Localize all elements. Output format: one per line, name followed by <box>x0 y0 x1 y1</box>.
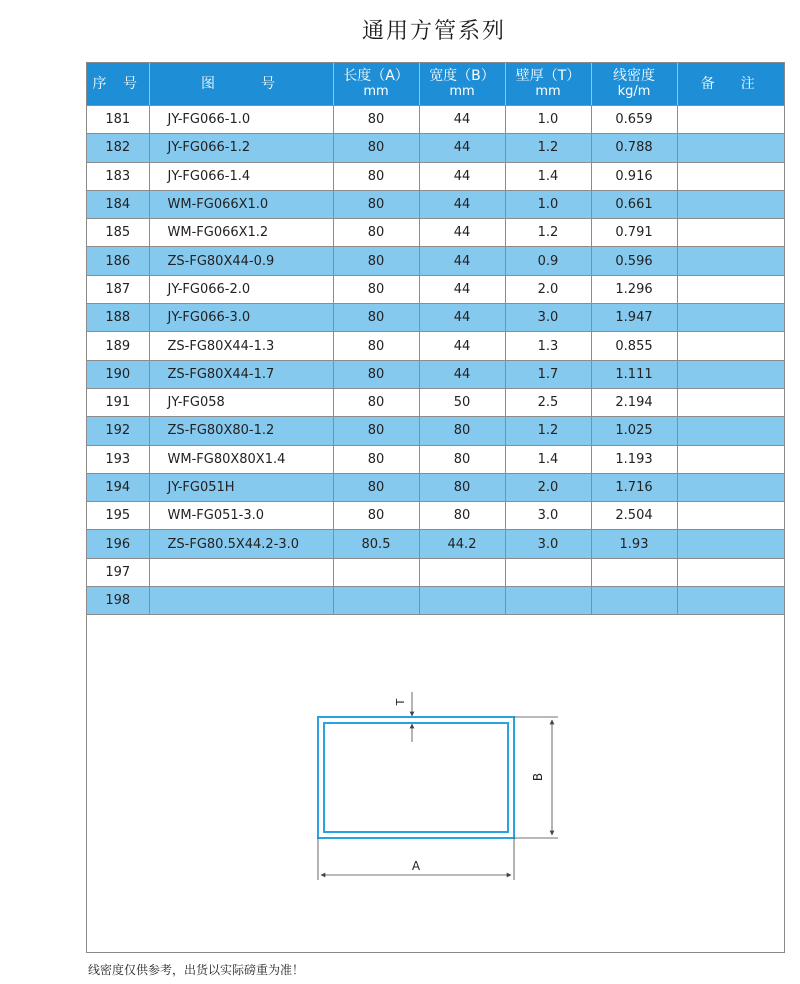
spec-table <box>87 63 784 615</box>
cell-code: WM-FG051-3.0 <box>149 502 333 530</box>
cell-no: 183 <box>87 162 149 190</box>
cell-code: JY-FG066-1.2 <box>149 134 333 162</box>
cell-length: 80 <box>333 162 419 190</box>
cell-length: 80 <box>333 502 419 530</box>
header-length <box>333 63 419 106</box>
cell-density: 2.194 <box>591 388 677 416</box>
header-thickness <box>505 63 591 106</box>
cell-length <box>333 558 419 586</box>
cell-length: 80 <box>333 360 419 388</box>
table-row <box>87 587 784 615</box>
cell-code: ZS-FG80X80-1.2 <box>149 417 333 445</box>
cell-length: 80 <box>333 134 419 162</box>
cell-note <box>677 162 784 190</box>
cell-note <box>677 388 784 416</box>
cell-note <box>677 587 784 615</box>
header-width <box>419 63 505 106</box>
cell-no: 185 <box>87 219 149 247</box>
cell-code: JY-FG066-2.0 <box>149 275 333 303</box>
cell-no: 182 <box>87 134 149 162</box>
cell-width: 50 <box>419 388 505 416</box>
cell-note <box>677 417 784 445</box>
cell-density: 1.193 <box>591 445 677 473</box>
table-row <box>87 388 784 416</box>
header-density <box>591 63 677 106</box>
header-note: 备 注 <box>677 63 784 106</box>
table-row <box>87 219 784 247</box>
cell-note <box>677 304 784 332</box>
cell-length: 80 <box>333 332 419 360</box>
cell-code: WM-FG066X1.0 <box>149 190 333 218</box>
cell-length: 80 <box>333 445 419 473</box>
cell-length: 80 <box>333 417 419 445</box>
cell-density: 1.93 <box>591 530 677 558</box>
profile-inner-wall <box>324 723 508 832</box>
cell-thickness: 1.4 <box>505 162 591 190</box>
cell-width: 44 <box>419 219 505 247</box>
cell-note <box>677 275 784 303</box>
cell-density: 1.947 <box>591 304 677 332</box>
cell-width: 80 <box>419 473 505 501</box>
cell-length: 80 <box>333 473 419 501</box>
cell-note <box>677 190 784 218</box>
header-no: 序 号 <box>87 63 149 106</box>
cell-thickness: 3.0 <box>505 502 591 530</box>
cell-no: 198 <box>87 587 149 615</box>
cell-thickness: 2.0 <box>505 473 591 501</box>
dimension-label-t: T <box>394 698 407 706</box>
cell-note <box>677 332 784 360</box>
cell-width: 44 <box>419 247 505 275</box>
cell-note <box>677 473 784 501</box>
profile-diagram-svg <box>300 680 580 890</box>
header-code: 图 号 <box>149 63 333 106</box>
cell-note <box>677 106 784 134</box>
header-length-unit: mm <box>363 84 389 99</box>
cell-code: ZS-FG80X44-0.9 <box>149 247 333 275</box>
table-row <box>87 417 784 445</box>
cell-note <box>677 558 784 586</box>
cell-code: WM-FG066X1.2 <box>149 219 333 247</box>
table-row <box>87 106 784 134</box>
cell-note <box>677 502 784 530</box>
cell-length: 80 <box>333 304 419 332</box>
table-row <box>87 247 784 275</box>
cell-note <box>677 445 784 473</box>
cell-density: 0.788 <box>591 134 677 162</box>
cell-thickness: 1.4 <box>505 445 591 473</box>
cell-thickness: 3.0 <box>505 530 591 558</box>
cell-width: 80 <box>419 445 505 473</box>
cell-width: 44 <box>419 360 505 388</box>
cell-code: JY-FG066-1.0 <box>149 106 333 134</box>
cell-width: 44 <box>419 275 505 303</box>
cell-code: ZS-FG80X44-1.7 <box>149 360 333 388</box>
footnote: 线密度仅供参考，出货以实际磅重为准！ <box>88 963 305 977</box>
cell-width: 44 <box>419 162 505 190</box>
cell-code: ZS-FG80.5X44.2-3.0 <box>149 530 333 558</box>
cell-no: 189 <box>87 332 149 360</box>
header-width-unit: mm <box>449 84 475 99</box>
cell-no: 194 <box>87 473 149 501</box>
cell-width: 80 <box>419 417 505 445</box>
table-header-row <box>87 63 784 106</box>
cell-thickness: 1.3 <box>505 332 591 360</box>
cell-density: 2.504 <box>591 502 677 530</box>
cell-thickness <box>505 587 591 615</box>
cell-length: 80 <box>333 106 419 134</box>
cell-note <box>677 219 784 247</box>
cell-no: 192 <box>87 417 149 445</box>
cell-width: 44 <box>419 134 505 162</box>
cell-density <box>591 558 677 586</box>
cell-no: 191 <box>87 388 149 416</box>
cell-width: 80 <box>419 502 505 530</box>
cell-note <box>677 134 784 162</box>
cell-density: 0.916 <box>591 162 677 190</box>
header-width-label: 宽度（B） <box>429 68 495 84</box>
cell-no: 190 <box>87 360 149 388</box>
table-row <box>87 360 784 388</box>
cell-length: 80 <box>333 219 419 247</box>
cell-length <box>333 587 419 615</box>
table-row <box>87 502 784 530</box>
table-row <box>87 332 784 360</box>
cell-length: 80 <box>333 275 419 303</box>
cell-code: JY-FG051H <box>149 473 333 501</box>
cell-thickness: 2.5 <box>505 388 591 416</box>
cell-length: 80.5 <box>333 530 419 558</box>
cell-length: 80 <box>333 190 419 218</box>
table-row <box>87 473 784 501</box>
header-density-unit: kg/m <box>617 84 651 99</box>
cell-length: 80 <box>333 388 419 416</box>
dimension-label-b: B <box>531 772 545 782</box>
cell-density: 0.661 <box>591 190 677 218</box>
cell-note <box>677 247 784 275</box>
cell-width: 44 <box>419 304 505 332</box>
cell-thickness <box>505 558 591 586</box>
table-body <box>87 106 784 615</box>
cell-thickness: 1.7 <box>505 360 591 388</box>
cell-density: 1.025 <box>591 417 677 445</box>
cell-no: 187 <box>87 275 149 303</box>
table-row <box>87 304 784 332</box>
cell-thickness: 3.0 <box>505 304 591 332</box>
cell-thickness: 0.9 <box>505 247 591 275</box>
cell-no: 193 <box>87 445 149 473</box>
cell-note <box>677 360 784 388</box>
cell-thickness: 1.2 <box>505 417 591 445</box>
table-row <box>87 558 784 586</box>
cell-density <box>591 587 677 615</box>
cell-width: 44 <box>419 190 505 218</box>
cell-thickness: 2.0 <box>505 275 591 303</box>
cell-density: 0.855 <box>591 332 677 360</box>
cell-code <box>149 587 333 615</box>
header-thickness-label: 壁厚（T） <box>515 68 581 84</box>
cell-code: JY-FG066-3.0 <box>149 304 333 332</box>
cell-width: 44.2 <box>419 530 505 558</box>
cell-width: 44 <box>419 106 505 134</box>
cell-width <box>419 587 505 615</box>
cell-density: 0.659 <box>591 106 677 134</box>
cell-code <box>149 558 333 586</box>
page-title: 通用方管系列 <box>361 19 506 44</box>
cell-width: 44 <box>419 332 505 360</box>
header-length-label: 长度（A） <box>343 68 409 84</box>
cell-density: 0.596 <box>591 247 677 275</box>
cell-density: 1.296 <box>591 275 677 303</box>
table-row <box>87 445 784 473</box>
cell-no: 197 <box>87 558 149 586</box>
cell-density: 0.791 <box>591 219 677 247</box>
cell-thickness: 1.2 <box>505 134 591 162</box>
profile-diagram <box>300 680 580 890</box>
table-row <box>87 162 784 190</box>
cell-no: 188 <box>87 304 149 332</box>
cell-code: JY-FG066-1.4 <box>149 162 333 190</box>
table-row <box>87 530 784 558</box>
cell-code: ZS-FG80X44-1.3 <box>149 332 333 360</box>
table-row <box>87 275 784 303</box>
cell-thickness: 1.0 <box>505 106 591 134</box>
cell-density: 1.111 <box>591 360 677 388</box>
cell-width <box>419 558 505 586</box>
table-row <box>87 134 784 162</box>
header-density-label: 线密度 <box>613 68 655 84</box>
header-thickness-unit: mm <box>535 84 561 99</box>
cell-length: 80 <box>333 247 419 275</box>
cell-thickness: 1.2 <box>505 219 591 247</box>
cell-no: 196 <box>87 530 149 558</box>
cell-density: 1.716 <box>591 473 677 501</box>
cell-thickness: 1.0 <box>505 190 591 218</box>
cell-no: 181 <box>87 106 149 134</box>
cell-note <box>677 530 784 558</box>
cell-no: 195 <box>87 502 149 530</box>
cell-no: 186 <box>87 247 149 275</box>
cell-code: WM-FG80X80X1.4 <box>149 445 333 473</box>
cell-code: JY-FG058 <box>149 388 333 416</box>
dimension-label-a: A <box>411 859 421 873</box>
cell-no: 184 <box>87 190 149 218</box>
profile-outer-wall <box>318 717 514 838</box>
table-row <box>87 190 784 218</box>
